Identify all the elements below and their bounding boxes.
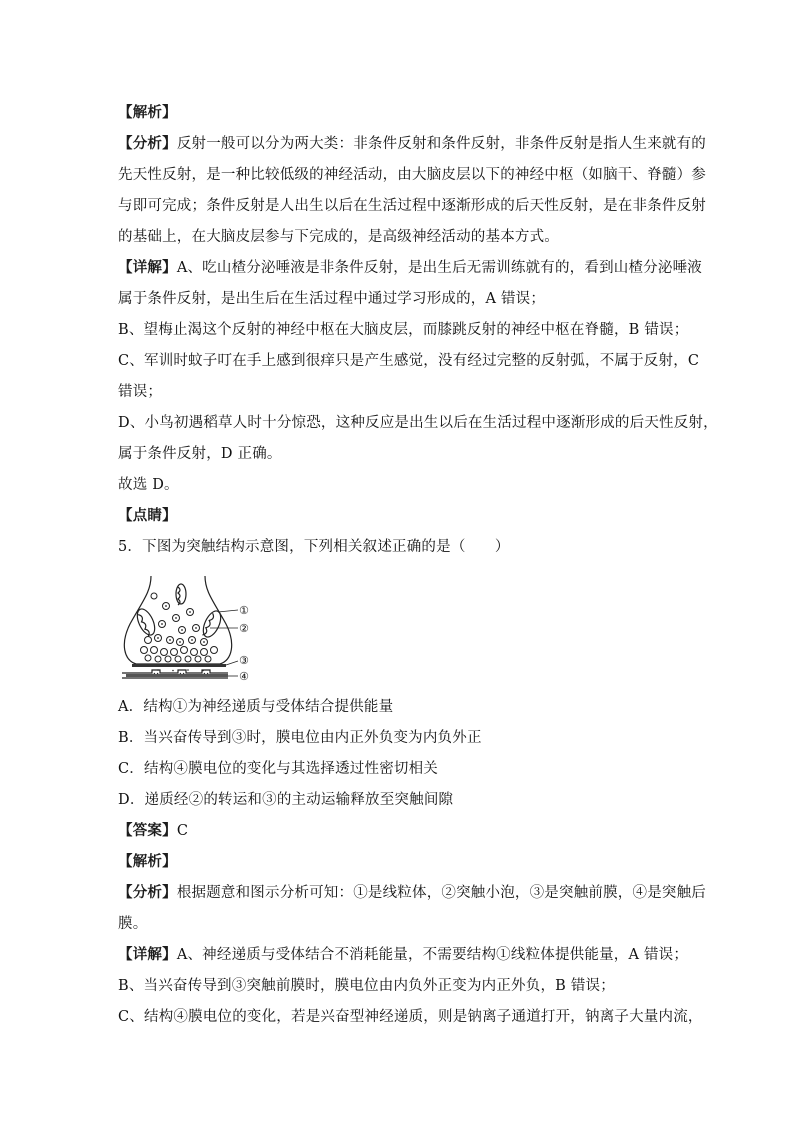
paragraph-line: 属于条件反射，是出生后在生活过程中通过学习形成的，A 错误； — [118, 291, 546, 307]
section-heading-tips: 【点睛】 — [118, 507, 177, 524]
paragraph-line: 错误； — [118, 384, 163, 400]
figure-label-1: ① — [239, 604, 249, 617]
paragraph-line: C、军训时蚊子叮在手上感到很痒只是产生感觉，没有经过完整的反射弧，不属于反射，C — [118, 353, 700, 369]
paragraph-line: B、望梅止渴这个反射的神经中枢在大脑皮层，而膝跳反射的神经中枢在脊髓，B 错误； — [118, 322, 689, 338]
paragraph-line: 的基础上，在大脑皮层参与下完成的，是高级神经活动的基本方式。 — [118, 229, 559, 245]
paragraph-line: D、小鸟初遇稻草人时十分惊恐，这种反应是出生以后在生活过程中逐渐形成的后天性反射， — [118, 415, 718, 431]
option-c: C．结构④膜电位的变化与其选择透过性密切相关 — [118, 761, 438, 777]
question-stem: 5．下图为突触结构示意图，下列相关叙述正确的是（ ） — [118, 539, 510, 555]
section-heading-analysis-2: 【解析】 — [118, 853, 177, 870]
paragraph-line: 【分析】反射一般可以分为两大类：非条件反射和条件反射，非条件反射是指人生来就有的 — [118, 135, 707, 152]
paragraph-line: C、结构④膜电位的变化，若是兴奋型神经递质，则是钠离子通道打开，钠离子大量内流， — [118, 1009, 703, 1025]
option-b: B．当兴奋传导到③时，膜电位由内正外负变为内负外正 — [118, 730, 482, 746]
paragraph-line: 【详解】A、吃山楂分泌唾液是非条件反射，是出生后无需训练就有的，看到山楂分泌唾液 — [118, 259, 702, 276]
paragraph-line: 【分析】根据题意和图示分析可知：①是线粒体，②突触小泡，③是突触前膜，④是突触后 — [118, 884, 707, 901]
answer-line: 【答案】C — [118, 822, 189, 839]
paragraph-line: 【详解】A、神经递质与受体结合不消耗能量，不需要结构①线粒体提供能量，A 错误； — [118, 946, 689, 963]
figure-label-4: ④ — [239, 670, 249, 683]
section-heading-analysis: 【解析】 — [118, 104, 177, 121]
synapse-diagram — [118, 572, 268, 684]
option-d: D．递质经②的转运和③的主动运输释放至突触间隙 — [118, 792, 454, 808]
figure-label-2: ② — [239, 622, 249, 635]
option-a: A．结构①为神经递质与受体结合提供能量 — [118, 699, 394, 715]
paragraph-line: 膜。 — [118, 916, 148, 932]
paragraph-line: 先天性反射，是一种比较低级的神经活动，由大脑皮层以下的神经中枢（如脑干、脊髓）参 — [118, 167, 706, 183]
figure-label-3: ③ — [239, 654, 249, 667]
paragraph-line: B、当兴奋传导到③突触前膜时，膜电位由内负外正变为内正外负，B 错误； — [118, 978, 615, 994]
paragraph-line: 与即可完成；条件反射是人出生以后在生活过程中逐渐形成的后天性反射，是在非条件反射 — [118, 198, 706, 214]
paragraph-line: 属于条件反射，D 正确。 — [118, 446, 282, 462]
paragraph-line: 故选 D。 — [118, 477, 179, 493]
